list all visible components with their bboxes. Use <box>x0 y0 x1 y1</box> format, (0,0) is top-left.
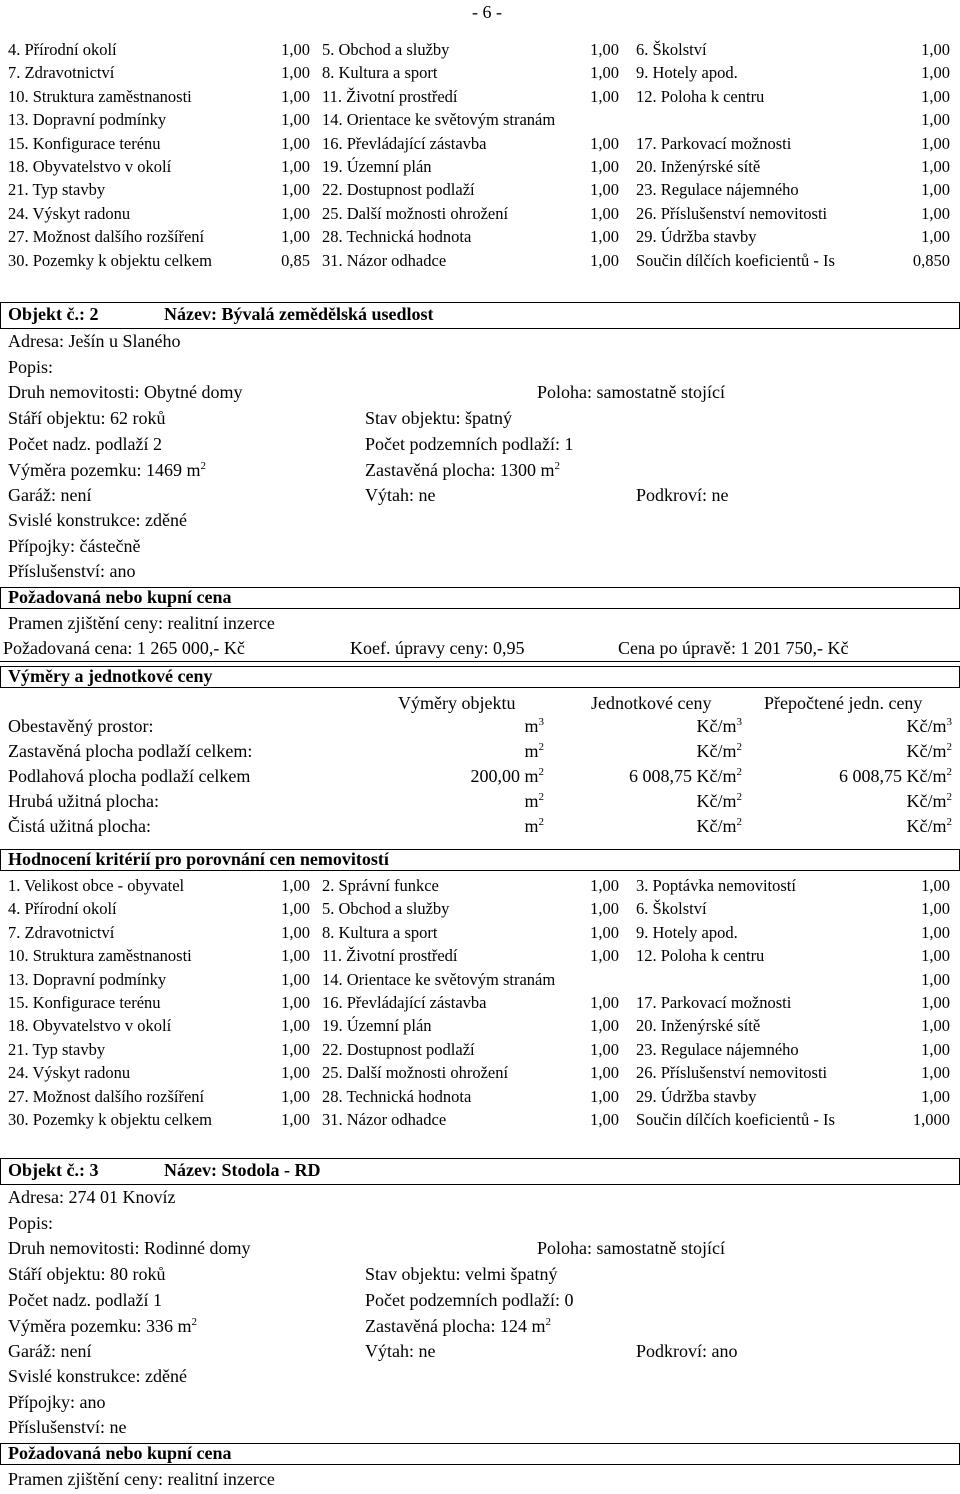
criteria-row <box>0 897 960 920</box>
criteria-label: 26. Příslušenství nemovitosti <box>636 203 828 223</box>
criteria-value: 1,00 <box>921 1039 950 1059</box>
criteria-label: 3. Poptávka nemovitostí <box>636 876 796 895</box>
criteria-value: 1,00 <box>281 946 310 966</box>
object-2-price-heading: Požadovaná nebo kupní cena <box>8 587 232 607</box>
object-2-vytah: Výtah: ne <box>365 485 436 505</box>
criteria-label: 10. Struktura zaměstnanosti <box>8 86 192 106</box>
vymery-row-jednotkova: $Kč/m^3$ <box>696 716 742 736</box>
criteria-label: 19. Územní plán <box>322 1016 432 1036</box>
criteria-label: 14. Orientace ke světovým stranám <box>322 969 556 989</box>
criteria-value: 1,00 <box>281 922 310 942</box>
criteria-row <box>0 108 960 131</box>
object-2-stav: Stav objektu: špatný <box>365 408 512 428</box>
object-3-garaz: Garáž: není <box>8 1341 92 1361</box>
object-2-zastavena: Zastavěná plocha: 1300 $m^2$ <box>365 460 560 480</box>
criteria-label: 14. Orientace ke světovým stranám <box>322 110 556 130</box>
criteria-label: 9. Hotely apod. <box>636 922 738 942</box>
object-2-popis: Popis: <box>8 357 54 377</box>
criteria-value: 1,00 <box>921 110 950 130</box>
object-2-poloha: Poloha: samostatně stojící <box>537 382 725 402</box>
criteria-label: 24. Výskyt radonu <box>8 1063 131 1083</box>
object-3-zastavena: Zastavěná plocha: 124 $m^2$ <box>365 1316 551 1336</box>
vymery-row-prepoctena: $Kč/m^2$ <box>906 816 952 836</box>
object-3-podlazi: Počet nadz. podlaží 1 <box>8 1290 162 1310</box>
criteria-label: Součin dílčích koeficientů - Is <box>636 250 835 270</box>
object-3-label: Objekt č.: 3 <box>8 1160 99 1180</box>
criteria-row <box>0 991 960 1014</box>
criteria-label: 7. Zdravotnictví <box>8 922 115 942</box>
criteria-value: 1,00 <box>590 86 619 106</box>
criteria-value: 1,00 <box>590 1086 619 1106</box>
criteria-label: 28. Technická hodnota <box>322 227 472 247</box>
criteria-value: 1,00 <box>921 156 950 176</box>
criteria-value: 1,00 <box>921 40 950 59</box>
object-3-popis: Popis: <box>8 1213 54 1233</box>
object-3-svisle: Svislé konstrukce: zděné <box>8 1366 187 1386</box>
criteria-label: 29. Údržba stavby <box>636 1086 757 1106</box>
vymery-row-vymera: $m^2$ <box>524 791 544 811</box>
criteria-label: 1. Velikost obce - obyvatel <box>8 876 185 895</box>
criteria-label: 9. Hotely apod. <box>636 63 738 83</box>
criteria-label: 16. Převládající zástavba <box>322 992 487 1012</box>
object-3-vytah: Výtah: ne <box>365 1341 436 1361</box>
criteria-row <box>0 202 960 225</box>
criteria-row <box>0 921 960 944</box>
criteria-label: 13. Dopravní podmínky <box>8 110 167 130</box>
criteria-row <box>0 1038 960 1061</box>
criteria-value: 1,00 <box>281 203 310 223</box>
criteria-label: 4. Přírodní okolí <box>8 40 117 59</box>
criteria-label: 4. Přírodní okolí <box>8 899 117 919</box>
object-3-poloha: Poloha: samostatně stojící <box>537 1238 725 1258</box>
criteria-value: 1,00 <box>921 63 950 83</box>
object-2-name: Název: Bývalá zemědělská usedlost <box>164 304 434 324</box>
criteria-label: 21. Typ stavby <box>8 180 106 200</box>
criteria-value: 1,00 <box>921 203 950 223</box>
criteria-value: 1,00 <box>281 992 310 1012</box>
criteria-value: 1,00 <box>921 899 950 919</box>
criteria-value: 1,00 <box>921 1086 950 1106</box>
criteria-value: 1,00 <box>281 227 310 247</box>
criteria-value: 1,00 <box>921 876 950 895</box>
object-2-druh: Druh nemovitosti: Obytné domy <box>8 382 243 402</box>
criteria-value: 1,00 <box>921 180 950 200</box>
criteria-label: 11. Životní prostředí <box>322 946 458 966</box>
top-criteria-table <box>0 38 960 272</box>
object-3-druh: Druh nemovitosti: Rodinné domy <box>8 1238 251 1258</box>
criteria-label: 24. Výskyt radonu <box>8 203 131 223</box>
object-2-header-box <box>0 302 960 329</box>
criteria-label: 12. Poloha k centru <box>636 86 765 106</box>
criteria-label: 20. Inženýrské sítě <box>636 1016 761 1036</box>
criteria-value: 1,00 <box>281 1063 310 1083</box>
vymery-row-jednotkova: $Kč/m^2$ <box>696 741 742 761</box>
criteria-row <box>0 968 960 991</box>
criteria-label: 26. Příslušenství nemovitosti <box>636 1063 828 1083</box>
object-3-vymera: Výměra pozemku: 336 $m^2$ <box>8 1316 197 1336</box>
criteria-row <box>0 1014 960 1037</box>
criteria-value: 1,00 <box>590 227 619 247</box>
criteria-value: 1,00 <box>590 946 619 966</box>
object-2-address: Adresa: Ješín u Slaného <box>8 331 181 351</box>
vymery-row <box>0 741 960 766</box>
criteria-label: 11. Životní prostředí <box>322 86 458 106</box>
criteria-label: 18. Obyvatelstvo v okolí <box>8 156 172 176</box>
criteria-value: 1,00 <box>590 203 619 223</box>
object-2-podzemni: Počet podzemních podlaží: 1 <box>365 434 574 454</box>
criteria-value: 1,00 <box>921 969 950 989</box>
object-2-cena-po-uprave: Cena po úpravě: 1 201 750,- Kč <box>618 638 849 658</box>
object-3-name: Název: Stodola - RD <box>164 1160 321 1180</box>
criteria-value: 1,00 <box>590 1109 619 1129</box>
criteria-label: 6. Školství <box>636 899 707 919</box>
object-2-stari: Stáří objektu: 62 roků <box>8 408 166 428</box>
criteria-value: 1,00 <box>921 227 950 247</box>
col-jednotkove: Jednotkové ceny <box>591 693 712 713</box>
criteria-value: 1,00 <box>590 1039 619 1059</box>
criteria-label: 25. Další možnosti ohrožení <box>322 1063 509 1083</box>
criteria-label: 2. Správní funkce <box>322 876 439 895</box>
object-2-pozadovana-cena: Požadovaná cena: 1 265 000,- Kč <box>3 638 245 658</box>
criteria-label: 17. Parkovací možnosti <box>636 992 792 1012</box>
criteria-row <box>0 249 960 272</box>
criteria-value: 1,00 <box>281 63 310 83</box>
vymery-row <box>0 716 960 741</box>
criteria-value: 0,850 <box>912 250 950 270</box>
vymery-row-label: Obestavěný prostor: <box>8 716 154 736</box>
criteria-value: 1,00 <box>590 40 619 59</box>
criteria-label: 27. Možnost dalšího rozšíření <box>8 1086 205 1106</box>
criteria-row <box>0 1061 960 1084</box>
criteria-label: 5. Obchod a služby <box>322 899 450 919</box>
vymery-row <box>0 791 960 816</box>
vymery-row <box>0 816 960 841</box>
object-2-vymera: Výměra pozemku: 1469 $m^2$ <box>8 460 206 480</box>
criteria-value: 1,00 <box>281 1039 310 1059</box>
criteria-label: 7. Zdravotnictví <box>8 63 115 83</box>
criteria-row <box>0 1085 960 1108</box>
criteria-label: 21. Typ stavby <box>8 1039 106 1059</box>
object-3-prislusenstvi: Příslušenství: ne <box>8 1417 127 1437</box>
criteria-value: 1,00 <box>590 922 619 942</box>
criteria-label: 22. Dostupnost podlaží <box>322 180 475 200</box>
object-2-garaz: Garáž: není <box>8 485 92 505</box>
col-vymery: Výměry objektu <box>398 693 516 713</box>
object-2-koef: Koef. úpravy ceny: 0,95 <box>350 638 525 658</box>
object-2-podlazi: Počet nadz. podlaží 2 <box>8 434 162 454</box>
criteria-value: 1,00 <box>281 899 310 919</box>
criteria-value: 1,00 <box>281 1086 310 1106</box>
criteria-value: 1,00 <box>590 63 619 83</box>
criteria-label: 29. Údržba stavby <box>636 227 757 247</box>
vymery-row-vymera: $m^3$ <box>524 716 544 736</box>
criteria-value: 1,00 <box>590 133 619 153</box>
object-3-stav: Stav objektu: velmi špatný <box>365 1264 558 1284</box>
criteria-value: 1,00 <box>281 110 310 130</box>
object-3-pripojky: Přípojky: ano <box>8 1392 106 1412</box>
criteria-row <box>0 38 960 61</box>
criteria-value: 1,00 <box>921 946 950 966</box>
criteria-label: 23. Regulace nájemného <box>636 1039 799 1059</box>
criteria-label: 18. Obyvatelstvo v okolí <box>8 1016 172 1036</box>
criteria-value: 1,00 <box>590 899 619 919</box>
criteria-value: 1,00 <box>281 180 310 200</box>
divider-line <box>0 661 960 662</box>
criteria-value: 1,00 <box>921 922 950 942</box>
criteria-label: 12. Poloha k centru <box>636 946 765 966</box>
criteria-label: 17. Parkovací možnosti <box>636 133 792 153</box>
criteria-row <box>0 61 960 84</box>
vymery-rows <box>0 716 960 841</box>
criteria-label: 19. Územní plán <box>322 156 432 176</box>
vymery-row-vymera: 200,00 $m^2$ <box>470 766 544 786</box>
col-prepoctene: Přepočtené jedn. ceny <box>764 693 923 713</box>
criteria-value: 0,85 <box>281 250 310 270</box>
criteria-row <box>0 874 960 897</box>
criteria-label: 8. Kultura a sport <box>322 922 438 942</box>
criteria-value: 1,00 <box>281 969 310 989</box>
object-3-pramen: Pramen zjištění ceny: realitní inzerce <box>8 1469 275 1489</box>
criteria-value: 1,00 <box>921 992 950 1012</box>
object-2-hodnoceni-heading: Hodnocení kritérií pro porovnání cen nemovitostí <box>8 849 389 869</box>
object-2-svisle: Svislé konstrukce: zděné <box>8 510 187 530</box>
criteria-row <box>0 225 960 248</box>
criteria-value: 1,00 <box>590 992 619 1012</box>
criteria-label: 25. Další možnosti ohrožení <box>322 203 509 223</box>
criteria-label: 30. Pozemky k objektu celkem <box>8 1109 212 1129</box>
vymery-row-label: Podlahová plocha podlaží celkem <box>8 766 251 786</box>
object-2-pramen: Pramen zjištění ceny: realitní inzerce <box>8 613 275 633</box>
criteria-value: 1,00 <box>281 133 310 153</box>
object-2-criteria-table <box>0 874 960 1131</box>
criteria-value: 1,00 <box>921 133 950 153</box>
criteria-value: 1,00 <box>590 876 619 895</box>
criteria-label: 30. Pozemky k objektu celkem <box>8 250 212 270</box>
criteria-label: 6. Školství <box>636 40 707 59</box>
object-3-header-box <box>0 1158 960 1185</box>
object-3-podzemni: Počet podzemních podlaží: 0 <box>365 1290 574 1310</box>
object-3-podkrovi: Podkroví: ano <box>636 1341 738 1361</box>
vymery-row-jednotkova: 6 008,75 $Kč/m^2$ <box>629 766 742 786</box>
object-3-address: Adresa: 274 01 Knovíz <box>8 1187 176 1207</box>
criteria-value: 1,00 <box>590 250 619 270</box>
object-2-vymery-heading: Výměry a jednotkové ceny <box>8 666 213 686</box>
vymery-row-jednotkova: $Kč/m^2$ <box>696 816 742 836</box>
criteria-row <box>0 85 960 108</box>
page-number: - 6 - <box>472 2 502 22</box>
criteria-label: 31. Názor odhadce <box>322 1109 447 1129</box>
criteria-row <box>0 1108 960 1131</box>
vymery-row-vymera: $m^2$ <box>524 741 544 761</box>
vymery-row-label: Zastavěná plocha podlaží celkem: <box>8 741 253 761</box>
criteria-label: 31. Názor odhadce <box>322 250 447 270</box>
criteria-value: 1,00 <box>590 1016 619 1036</box>
criteria-label: 20. Inženýrské sítě <box>636 156 761 176</box>
criteria-row <box>0 178 960 201</box>
vymery-row-prepoctena: $Kč/m^2$ <box>906 791 952 811</box>
criteria-row <box>0 944 960 967</box>
criteria-value: 1,00 <box>921 86 950 106</box>
criteria-label: 28. Technická hodnota <box>322 1086 472 1106</box>
object-3-price-heading: Požadovaná nebo kupní cena <box>8 1443 232 1463</box>
criteria-value: 1,00 <box>281 156 310 176</box>
criteria-value: 1,000 <box>912 1109 950 1129</box>
criteria-label: 13. Dopravní podmínky <box>8 969 167 989</box>
criteria-row <box>0 155 960 178</box>
criteria-value: 1,00 <box>281 1109 310 1129</box>
criteria-label: 5. Obchod a služby <box>322 40 450 59</box>
criteria-value: 1,00 <box>281 1016 310 1036</box>
criteria-label: 23. Regulace nájemného <box>636 180 799 200</box>
object-2-podkrovi: Podkroví: ne <box>636 485 729 505</box>
object-2-pripojky: Přípojky: částečně <box>8 536 141 556</box>
object-2-prislusenstvi: Příslušenství: ano <box>8 561 136 581</box>
criteria-value: 1,00 <box>921 1063 950 1083</box>
criteria-label: 10. Struktura zaměstnanosti <box>8 946 192 966</box>
criteria-value: 1,00 <box>921 1016 950 1036</box>
criteria-label: 15. Konfigurace terénu <box>8 992 161 1012</box>
criteria-value: 1,00 <box>281 40 310 59</box>
vymery-row-label: Hrubá užitná plocha: <box>8 791 159 811</box>
object-2-label: Objekt č.: 2 <box>8 304 99 324</box>
vymery-row-prepoctena: $Kč/m^2$ <box>906 741 952 761</box>
vymery-row-prepoctena: 6 008,75 $Kč/m^2$ <box>839 766 952 786</box>
criteria-label: 16. Převládající zástavba <box>322 133 487 153</box>
criteria-value: 1,00 <box>281 876 310 895</box>
vymery-row-prepoctena: $Kč/m^3$ <box>906 716 952 736</box>
criteria-label: 22. Dostupnost podlaží <box>322 1039 475 1059</box>
criteria-row <box>0 132 960 155</box>
vymery-row-vymera: $m^2$ <box>524 816 544 836</box>
criteria-value: 1,00 <box>590 180 619 200</box>
criteria-label: 15. Konfigurace terénu <box>8 133 161 153</box>
criteria-label: 27. Možnost dalšího rozšíření <box>8 227 205 247</box>
vymery-row-label: Čistá užitná plocha: <box>8 816 151 836</box>
vymery-row <box>0 766 960 791</box>
criteria-value: 1,00 <box>281 86 310 106</box>
vymery-row-jednotkova: $Kč/m^2$ <box>696 791 742 811</box>
criteria-value: 1,00 <box>590 1063 619 1083</box>
criteria-label: Součin dílčích koeficientů - Is <box>636 1109 835 1129</box>
object-3-stari: Stáří objektu: 80 roků <box>8 1264 166 1284</box>
criteria-value: 1,00 <box>590 156 619 176</box>
criteria-label: 8. Kultura a sport <box>322 63 438 83</box>
